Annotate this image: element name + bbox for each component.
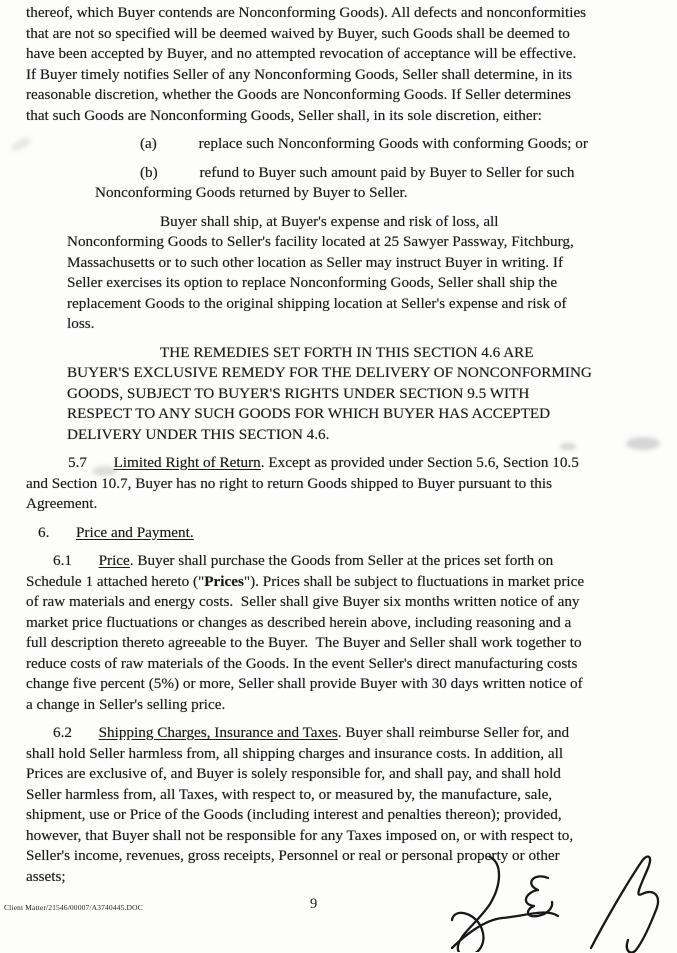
text-line: Nonconforming Goods to Seller's facility located at 25 Sawyer Passway, Fitchburg,: [67, 233, 574, 250]
text-line: DELIVERY UNDER THIS SECTION 4.6.: [67, 425, 330, 443]
list-item-b: [26, 163, 669, 204]
text-line: Nonconforming Goods returned by Buyer to Seller.: [95, 184, 408, 201]
scan-smudge: [626, 437, 660, 450]
handwritten-initials-left: [450, 856, 570, 952]
text-line: that such Goods are Nonconforming Goods, Seller shall, in its sole discretion, either:: [26, 106, 542, 124]
paragraph-remedies-caps: [26, 343, 669, 446]
text-line: shipment, use or Price of the Goods (including interest and penalties thereon); provided,: [26, 806, 562, 823]
text-line: however, that Buyer shall not be responsible for any Taxes imposed on, or with respect to,: [26, 826, 574, 844]
text-line: 6. Price and Payment.: [38, 523, 194, 541]
text-line: 6.1 Price. Buyer shall purchase the Goods from Seller at the prices set forth on: [53, 552, 554, 569]
text-line: Massachusetts or to such other location as Seller may instruct Buyer in writing. If: [67, 253, 564, 271]
text-line: Schedule 1 attached hereto ("Prices"). Prices shall be subject to fluctuations in market price: [26, 572, 585, 590]
text-line: that are not so specified will be deemed waived by Buyer, such Goods shall be deemed to: [26, 24, 570, 42]
text-line: Agreement.: [26, 495, 98, 512]
text-line: 5.7 Limited Right of Return. Except as provided under Section 5.6, Section 10.5: [68, 454, 579, 471]
text-line: shall hold Seller harmless from, all shipping charges and insurance costs. In addition, all: [26, 744, 564, 762]
text-line: full description thereto agreeable to the Buyer. The Buyer and Seller shall work together to: [26, 634, 582, 651]
text-line: a change in Seller's selling price.: [26, 695, 226, 713]
paragraph-shipping: [26, 212, 669, 335]
text-line: RESPECT TO ANY SUCH GOODS FOR WHICH BUYER HAS ACCEPTED: [67, 405, 551, 422]
text-line: BUYER'S EXCLUSIVE REMEDY FOR THE DELIVERY OF NONCONFORMING: [67, 364, 592, 381]
text-line: reasonable discretion, whether the Goods are Nonconforming Goods. If Seller determines: [26, 86, 571, 103]
text-line: THE REMEDIES SET FORTH IN THIS SECTION 4.6 ARE: [160, 343, 534, 361]
scan-smudge: [560, 443, 576, 450]
text-line: thereof, which Buyer contends are Nonconforming Goods). All defects and nonconformities: [26, 4, 587, 21]
paragraph-continuation: [26, 3, 669, 126]
text-line: If Buyer timely notifies Seller of any Nonconforming Goods, Seller shall determine, in its: [26, 65, 573, 83]
text-line: change five percent (5%) or more, Seller shall provide Buyer with 30 days written notice of: [26, 675, 583, 692]
text-line: GOODS, SUBJECT TO BUYER'S RIGHTS UNDER SECTION 9.5 WITH: [67, 384, 530, 402]
section-5-7-limited-right-of-return: [26, 453, 669, 515]
section-6-price-and-payment-heading: [26, 523, 669, 544]
text-line: and Section 10.7, Buyer has no right to return Goods shipped to Buyer pursuant to this: [26, 474, 553, 492]
section-6-2-shipping-charges-insurance-taxes: [26, 723, 669, 887]
text-line: replacement Goods to the original shipping location at Seller's expense and risk of: [67, 294, 567, 312]
text-line: (b) refund to Buyer such amount paid by Buyer to Seller for such: [140, 163, 575, 181]
list-item-a: [26, 134, 669, 155]
text-line: Seller exercises its option to replace Nonconforming Goods, Seller shall ship the: [67, 274, 558, 291]
handwritten-initials-right: [575, 845, 677, 953]
text-line: (a) replace such Nonconforming Goods with conforming Goods; or: [140, 135, 588, 152]
text-line: loss.: [67, 315, 95, 332]
text-line: have been accepted by Buyer, and no attempted revocation of acceptance will be effective.: [26, 45, 577, 62]
text-line: assets;: [26, 867, 66, 885]
text-line: Buyer shall ship, at Buyer's expense and risk of loss, all: [160, 212, 499, 230]
text-line: market price fluctuations or changes as described herein above, including reasoning and a: [26, 613, 572, 631]
text-line: of raw materials and energy costs. Seller shall give Buyer six months written notice of any: [26, 593, 580, 610]
text-line: Seller harmless from, all Taxes, with respect to, or measured by, the manufacture, sale,: [26, 785, 553, 803]
text-line: Seller's income, revenues, gross receipts, Personnel or real or personal property or other: [26, 847, 560, 864]
footer-doc-id: Client Matter/21546/00007/A3740445.DOC: [4, 903, 143, 912]
section-6-1-price: [26, 551, 669, 715]
text-line: 6.2 Shipping Charges, Insurance and Taxes. Buyer shall reimburse Seller for, and: [53, 724, 570, 741]
text-line: reduce costs of raw materials of the Goods. In the event Seller's direct manufacturing costs: [26, 654, 578, 672]
text-line: Prices are exclusive of, and Buyer is solely responsible for, and shall pay, and shall hold: [26, 765, 561, 782]
scan-smudge: [92, 466, 118, 476]
page-number: 9: [310, 896, 318, 912]
